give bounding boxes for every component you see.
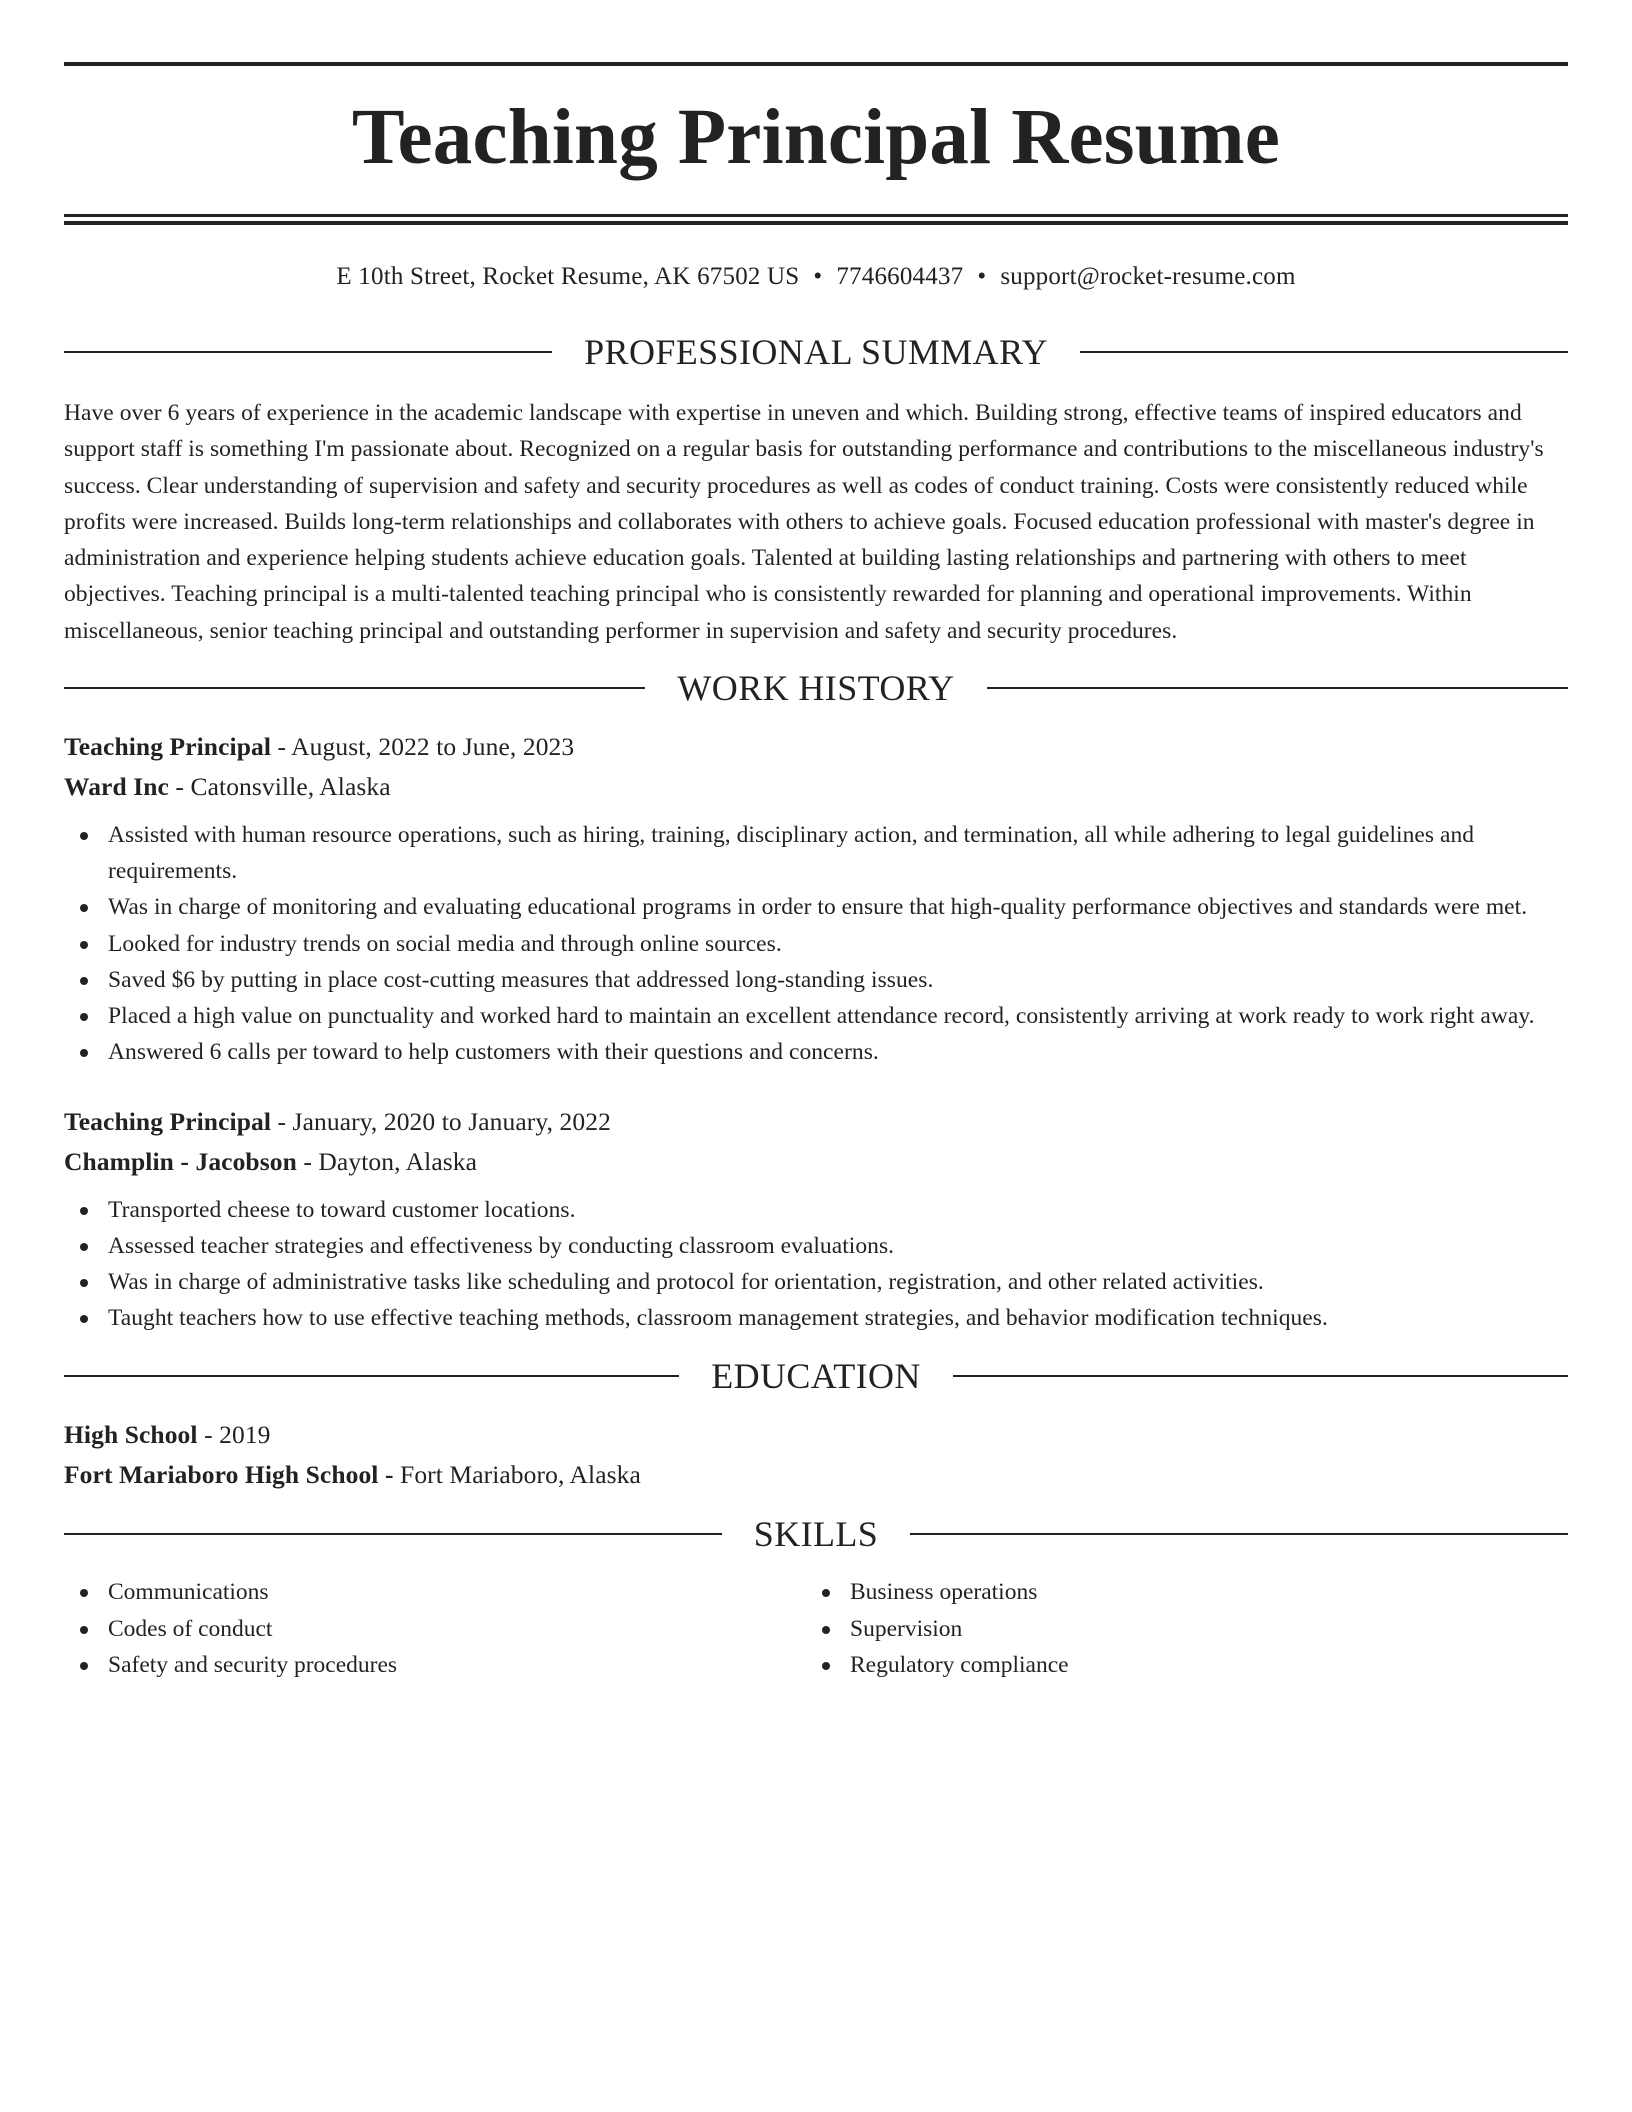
list-item: Assessed teacher strategies and effectiveness by conducting classroom evaluations.	[64, 1228, 1568, 1264]
section-title: WORK HISTORY	[677, 668, 955, 709]
section-rule	[64, 1375, 679, 1377]
skills-list-left	[64, 1574, 806, 1683]
contact-line	[64, 262, 1568, 292]
list-item: Answered 6 calls per toward to help customers with their questions and concerns.	[64, 1034, 1568, 1070]
resume-title: Teaching Principal Resume	[351, 94, 1281, 181]
contact-separator: •	[977, 263, 987, 290]
job-bullet-list	[64, 817, 1568, 1070]
skills-list-right	[806, 1574, 1548, 1683]
summary-paragraph: Have over 6 years of experience in the academic landscape with expertise in uneven and which. Building strong, effective teams of inspired educators and support staff is something I'm passionate about. Recognized on a regular basis for outstanding performance and contributions to the miscellaneous industry's success. Clear understanding of supervision and safety and security procedures as well as codes of conduct training. Costs were consistently reduced while profits were increased. Builds long-term relationships and collaborates with others to achieve goals. Focused education professional with master's degree in administration and experience helping students achieve education goals. Talented at building lasting relationships and partnering with others to meet objectives. Teaching principal is a multi-talented teaching principal who is consistently rewarded for planning and operational improvements. Within miscellaneous, senior teaching principal and outstanding performer in supervision and safety and security procedures.	[64, 400, 1544, 644]
list-item: Saved $6 by putting in place cost-cutting measures that addressed long-standing issues.	[64, 962, 1568, 998]
contact-address: E 10th Street, Rocket Resume, AK 67502 US	[336, 263, 800, 290]
top-rule	[64, 62, 1568, 66]
section-title: PROFESSIONAL SUMMARY	[584, 332, 1048, 372]
title-double-rule	[64, 214, 1568, 225]
job-bullet-list	[64, 1192, 1568, 1337]
list-item: Transported cheese to toward customer locations.	[64, 1192, 1568, 1228]
education-entry	[64, 1415, 1568, 1495]
contact-email: support@rocket-resume.com	[1000, 263, 1296, 290]
section-rule	[953, 1375, 1568, 1377]
section-rule	[910, 1533, 1568, 1535]
job-entry	[64, 727, 1568, 1070]
job-title: Teaching Principal	[64, 732, 272, 762]
section-header-work-history	[64, 668, 1568, 709]
list-item: Assisted with human resource operations, such as hiring, training, disciplinary action, and termination, all while adhering to legal guidelines and requirements.	[64, 817, 1568, 889]
education-year: - 2019	[197, 1420, 271, 1450]
job-title: Teaching Principal	[64, 1106, 272, 1136]
job-company-line	[64, 767, 1568, 807]
section-rule	[64, 1533, 722, 1535]
skills-columns	[64, 1574, 1568, 1683]
education-school-line	[64, 1455, 1568, 1495]
skill-item: Supervision	[806, 1611, 1548, 1647]
education-school: Fort Mariaboro High School -	[64, 1460, 394, 1490]
skill-item: Regulatory compliance	[806, 1647, 1548, 1683]
contact-separator: •	[813, 263, 823, 290]
job-company: Ward Inc	[64, 772, 169, 802]
list-item: Placed a high value on punctuality and worked hard to maintain an excellent attendance record, consistently arriving at work ready to work right away.	[64, 998, 1568, 1034]
list-item: Was in charge of monitoring and evaluating educational programs in order to ensure that high-quality performance objectives and standards were met.	[64, 889, 1568, 925]
job-company-line	[64, 1142, 1568, 1182]
section-rule	[1080, 351, 1568, 353]
job-title-line	[64, 727, 1568, 767]
skill-item: Communications	[64, 1574, 806, 1610]
skill-item: Codes of conduct	[64, 1611, 806, 1647]
skill-item: Safety and security procedures	[64, 1647, 806, 1683]
education-degree: High School	[64, 1420, 198, 1450]
education-degree-line	[64, 1415, 1568, 1455]
list-item: Taught teachers how to use effective teaching methods, classroom management strategies, and behavior modification techniques.	[64, 1300, 1568, 1336]
job-dates: - August, 2022 to June, 2023	[271, 732, 575, 762]
section-rule	[64, 687, 645, 689]
section-header-education	[64, 1356, 1568, 1397]
job-company: Champlin - Jacobson	[64, 1146, 297, 1176]
job-title-line	[64, 1102, 1568, 1142]
contact-phone: 7746604437	[836, 263, 964, 290]
list-item: Was in charge of administrative tasks like scheduling and protocol for orientation, registration, and other related activities.	[64, 1264, 1568, 1300]
skill-item: Business operations	[806, 1574, 1548, 1610]
section-title: SKILLS	[753, 1514, 879, 1555]
job-location: - Catonsville, Alaska	[168, 772, 391, 802]
education-location: Fort Mariaboro, Alaska	[393, 1460, 641, 1490]
job-dates: - January, 2020 to January, 2022	[271, 1106, 611, 1136]
job-entry	[64, 1102, 1568, 1337]
job-location: - Dayton, Alaska	[296, 1146, 478, 1176]
section-rule	[64, 351, 552, 353]
section-rule	[987, 687, 1568, 689]
section-title: EDUCATION	[711, 1356, 921, 1397]
section-header-skills	[64, 1514, 1568, 1555]
section-header-summary	[64, 334, 1568, 370]
list-item: Looked for industry trends on social media and through online sources.	[64, 926, 1568, 962]
